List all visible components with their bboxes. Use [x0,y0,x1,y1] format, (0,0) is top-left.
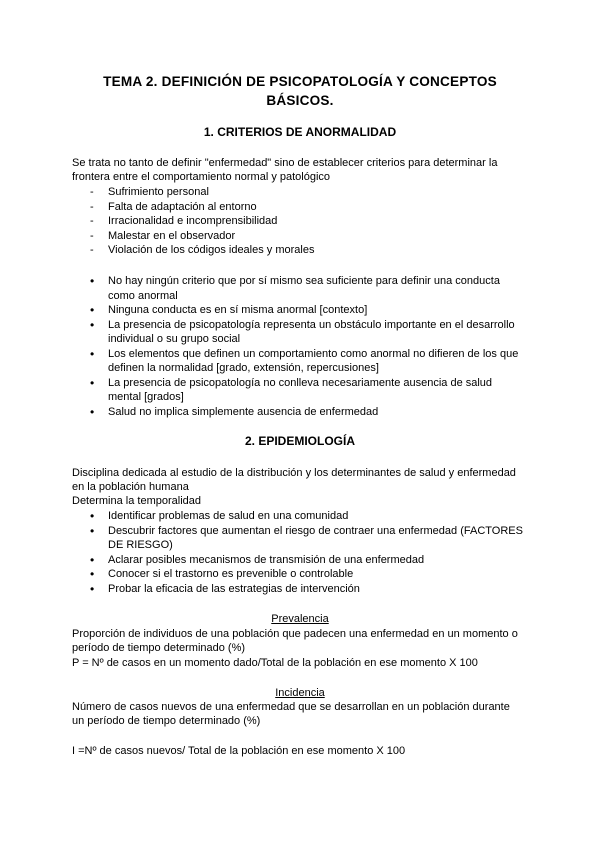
incidencia-text-line: Número de casos nuevos de una enfermedad que se desarrollan en un población durante [72,701,510,713]
incidencia-text-line: un período de tiempo determinado (%) [72,715,261,727]
prevalencia-label: Prevalencia [271,613,329,625]
list-item-line: • Conocer si el trastorno es prevenible o controlable [108,568,354,580]
list-item [90,405,518,420]
page-title: TEMA 2. DEFINICIÓN DE PSICOPATOLOGÍA Y CONCEPTOS BÁSICOS. [103,74,497,108]
list-item-line: • Los elementos que definen un comportamiento como anormal no difieren de los que [108,347,519,360]
intro-text-line: frontera entre el comportamiento normal y patológico [72,171,331,183]
notes-list [90,274,518,419]
list-item [90,553,523,568]
section-heading-epidemiologia: 2. EPIDEMIOLOGÍA [244,434,355,448]
section-heading-criterios: 1. CRITERIOS DE ANORMALIDAD [203,125,397,139]
list-item-line: • Aclarar posibles mecanismos de transmisión de una enfermedad [108,553,425,566]
list-item-line: • Identificar problemas de salud en una comunidad [108,510,349,522]
determina-text: Determina la temporalidad [72,495,202,507]
list-item-line: • No hay ningún criterio que por sí mismo sea suficiente para definir una conducta [108,275,500,287]
list-item [90,274,518,303]
list-item: - Irracionalidad e incomprensibilidad [90,214,314,229]
list-item-line: • Salud no implica simplemente ausencia de enfermedad [108,405,379,418]
list-item [90,509,523,524]
criteria-list [90,185,314,258]
list-item-line: • La presencia de psicopatología representa un obstáculo importante en el desarrollo [108,318,515,331]
list-item [90,524,523,553]
list-item [90,347,518,376]
list-item [90,567,523,582]
list-item-line: • Ninguna conducta es en sí misma anormal [contexto] [108,304,368,316]
incidencia-label: Incidencia [275,687,325,699]
list-item-line: • Probar la eficacia de las estrategias de intervención [108,582,360,595]
definition-text-line: en la población humana [72,481,189,493]
intro-text-line: Se trata no tanto de definir "enfermedad" sino de establecer criterios para determinar la [72,157,498,169]
list-item-line: definen la normalidad [grado, extensión, repercusiones] [108,362,379,374]
list-item [90,376,518,405]
list-item-line: como anormal [108,289,178,302]
list-item [90,303,518,318]
prevalencia-text-line: período de tiempo determinado (%) [72,642,246,654]
list-item: - Malestar en el observador [90,229,314,244]
list-item-line: DE RIESGO) [108,539,173,551]
list-item: - Sufrimiento personal [90,185,314,200]
list-item [90,318,518,347]
list-item-line: individual o su grupo social [108,333,241,345]
epidemiology-list [90,509,523,596]
prevalencia-formula: P = Nº de casos en un momento dado/Total de la población en ese momento X 100 [72,657,478,669]
definition-text-line: Disciplina dedicada al estudio de la distribución y los determinantes de salud y enfermedad [72,467,516,479]
prevalencia-text-line: Proporción de individuos de una población que padecen una enfermedad en un momento o [72,628,518,640]
list-item: - Falta de adaptación al entorno [90,200,314,215]
incidencia-formula: I =Nº de casos nuevos/ Total de la población en ese momento X 100 [72,745,406,757]
list-item-line: • Descubrir factores que aumentan el riesgo de contraer una enfermedad (FACTORES [108,524,523,537]
list-item: - Violación de los códigos ideales y morales [90,243,314,258]
list-item-line: mental [grados] [108,391,184,403]
list-item-line: • La presencia de psicopatología no conlleva necesariamente ausencia de salud [108,376,493,389]
list-item [90,582,523,597]
